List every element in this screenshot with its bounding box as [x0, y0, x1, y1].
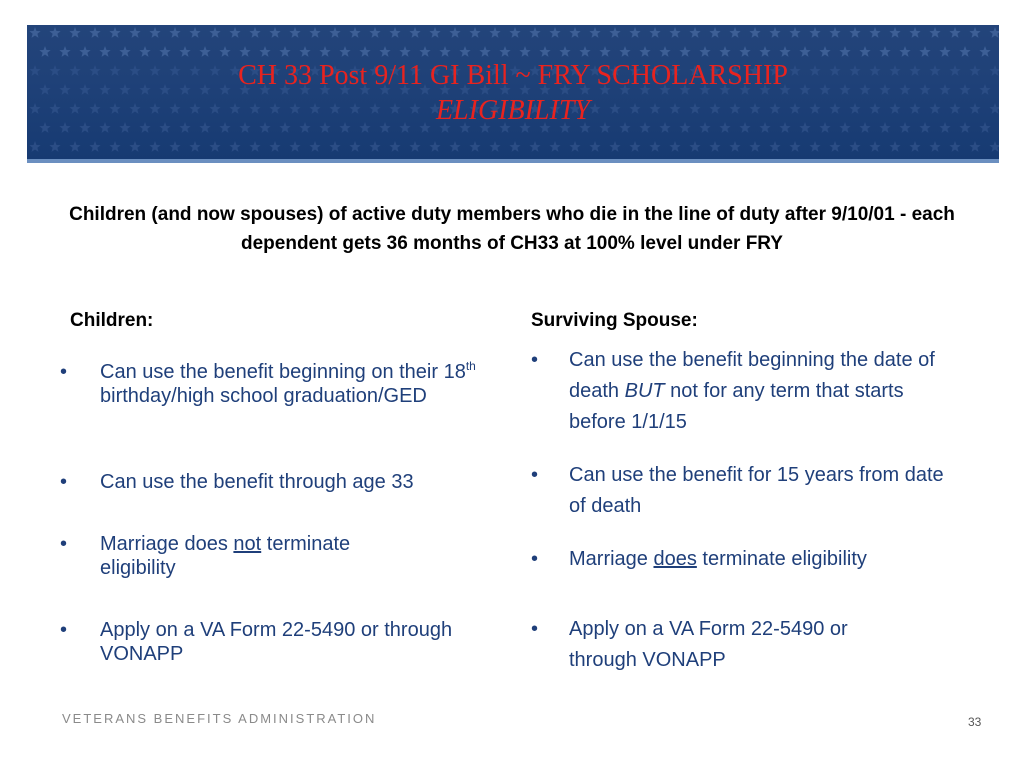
decor-star: [599, 46, 610, 57]
decor-star: [119, 46, 130, 57]
decor-star: [889, 141, 900, 152]
decor-star: [929, 141, 940, 152]
decor-star: [949, 27, 960, 38]
decor-star: [909, 141, 920, 152]
decor-star: [619, 46, 630, 57]
decor-star: [969, 141, 980, 152]
decor-star: [279, 46, 290, 57]
decor-star: [99, 46, 110, 57]
decor-star: [579, 46, 590, 57]
decor-star: [229, 27, 240, 38]
bullet-dot: •: [531, 464, 539, 486]
decor-star: [979, 46, 990, 57]
decor-star: [79, 46, 90, 57]
star-pattern: [27, 25, 999, 163]
decor-star: [339, 46, 350, 57]
decor-star: [49, 27, 60, 38]
decor-star: [469, 141, 480, 152]
decor-star: [859, 46, 870, 57]
decor-star: [429, 141, 440, 152]
decor-star: [789, 27, 800, 38]
decor-star: [729, 27, 740, 38]
bullet-dot: •: [531, 548, 539, 570]
decor-star: [49, 141, 60, 152]
bullet-dot: •: [60, 533, 68, 555]
decor-star: [939, 46, 950, 57]
decor-star: [109, 27, 120, 38]
decor-star: [509, 141, 520, 152]
decor-star: [289, 141, 300, 152]
decor-star: [709, 141, 720, 152]
decor-star: [829, 141, 840, 152]
decor-star: [299, 46, 310, 57]
decor-star: [149, 27, 160, 38]
decor-star: [69, 141, 80, 152]
decor-star: [949, 141, 960, 152]
decor-star: [489, 141, 500, 152]
decor-star: [819, 46, 830, 57]
decor-star: [389, 141, 400, 152]
decor-star: [249, 27, 260, 38]
decor-star: [509, 27, 520, 38]
decor-star: [649, 141, 660, 152]
decor-star: [69, 27, 80, 38]
bullet-text: Apply on a VA Form 22-5490 or through VONAPP: [569, 618, 848, 671]
decor-star: [769, 27, 780, 38]
decor-star: [209, 27, 220, 38]
decor-star: [519, 46, 530, 57]
bullet-text: Can use the benefit beginning the date of death BUT not for any term that starts before 1/1/15: [569, 349, 935, 433]
decor-star: [829, 27, 840, 38]
decor-star: [869, 27, 880, 38]
decor-star: [629, 141, 640, 152]
decor-star: [969, 27, 980, 38]
decor-star: [639, 46, 650, 57]
decor-star: [29, 27, 40, 38]
decor-star: [139, 46, 150, 57]
decor-star: [549, 27, 560, 38]
decor-star: [569, 27, 580, 38]
decor-star: [169, 27, 180, 38]
decor-star: [749, 141, 760, 152]
decor-star: [259, 46, 270, 57]
bullet-dot: •: [531, 618, 539, 640]
decor-star: [699, 46, 710, 57]
decor-star: [989, 27, 999, 38]
decor-star: [589, 27, 600, 38]
bullet-dot: •: [60, 471, 68, 493]
decor-star: [849, 141, 860, 152]
decor-star: [539, 46, 550, 57]
decor-star: [889, 27, 900, 38]
decor-star: [839, 46, 850, 57]
spouse-heading: Surviving Spouse:: [531, 310, 698, 331]
bullet-dot: •: [531, 349, 539, 371]
bullet-text: Can use the benefit for 15 years from date of death: [569, 464, 944, 517]
decor-star: [789, 141, 800, 152]
decor-star: [899, 46, 910, 57]
decor-star: [349, 27, 360, 38]
decor-star: [459, 46, 470, 57]
decor-star: [129, 27, 140, 38]
decor-star: [389, 27, 400, 38]
decor-star: [409, 27, 420, 38]
bullet-text: Marriage does terminate eligibility: [569, 548, 867, 570]
decor-star: [89, 141, 100, 152]
decor-star: [809, 141, 820, 152]
bullet-dot: •: [60, 361, 68, 383]
decor-star: [219, 46, 230, 57]
decor-star: [769, 141, 780, 152]
decor-star: [359, 46, 370, 57]
decor-star: [369, 27, 380, 38]
decor-star: [489, 27, 500, 38]
decor-star: [409, 141, 420, 152]
decor-star: [189, 141, 200, 152]
decor-star: [29, 141, 40, 152]
decor-star: [269, 141, 280, 152]
decor-star: [909, 27, 920, 38]
decor-star: [39, 46, 50, 57]
decor-star: [879, 46, 890, 57]
decor-star: [319, 46, 330, 57]
decor-star: [189, 27, 200, 38]
decor-star: [289, 27, 300, 38]
banner-rule: [27, 159, 999, 163]
decor-star: [239, 46, 250, 57]
decor-star: [249, 141, 260, 152]
decor-star: [529, 27, 540, 38]
decor-star: [429, 27, 440, 38]
decor-star: [129, 141, 140, 152]
title-banner: [27, 25, 999, 163]
decor-star: [449, 27, 460, 38]
bullet-text: Apply on a VA Form 22-5490 or through VONAPP: [100, 619, 453, 665]
decor-star: [589, 141, 600, 152]
decor-star: [929, 27, 940, 38]
decor-star: [729, 141, 740, 152]
decor-star: [659, 46, 670, 57]
decor-star: [739, 46, 750, 57]
decor-star: [629, 27, 640, 38]
decor-star: [779, 46, 790, 57]
decor-star: [109, 141, 120, 152]
decor-star: [609, 27, 620, 38]
page-number: 33: [968, 715, 982, 729]
decor-star: [89, 27, 100, 38]
decor-star: [799, 46, 810, 57]
decor-star: [479, 46, 490, 57]
decor-star: [379, 46, 390, 57]
decor-star: [349, 141, 360, 152]
decor-star: [419, 46, 430, 57]
decor-star: [499, 46, 510, 57]
slide-subtitle: ELIGIBILITY: [435, 95, 590, 126]
decor-star: [449, 141, 460, 152]
footer-org: VETERANS BENEFITS ADMINISTRATION: [62, 711, 377, 726]
decor-star: [749, 27, 760, 38]
intro-text: Children (and now spouses) of active duty members who die in the line of duty after 9/10/01 - each dependent gets 36 months of CH33 at 100% level under FRY: [69, 204, 955, 254]
decor-star: [669, 27, 680, 38]
decor-star: [919, 46, 930, 57]
decor-star: [329, 27, 340, 38]
decor-star: [209, 141, 220, 152]
decor-star: [649, 27, 660, 38]
decor-star: [439, 46, 450, 57]
decor-star: [399, 46, 410, 57]
bullet-text: Marriage does not terminate eligibility: [100, 533, 351, 579]
decor-star: [689, 27, 700, 38]
decor-star: [229, 141, 240, 152]
decor-star: [609, 141, 620, 152]
decor-star: [959, 46, 970, 57]
decor-star: [59, 46, 70, 57]
bullet-text: Can use the benefit beginning on their 18th birthday/high school graduation/GED: [100, 359, 476, 407]
decor-star: [179, 46, 190, 57]
decor-star: [569, 141, 580, 152]
decor-star: [709, 27, 720, 38]
decor-star: [549, 141, 560, 152]
decor-star: [989, 141, 999, 152]
decor-star: [689, 141, 700, 152]
decor-star: [309, 27, 320, 38]
decor-star: [199, 46, 210, 57]
decor-star: [529, 141, 540, 152]
decor-star: [469, 27, 480, 38]
decor-star: [679, 46, 690, 57]
slide-title: CH 33 Post 9/11 GI Bill ~ FRY SCHOLARSHIP: [238, 60, 788, 91]
decor-star: [369, 141, 380, 152]
decor-star: [669, 141, 680, 152]
decor-star: [809, 27, 820, 38]
decor-star: [169, 141, 180, 152]
bullet-dot: •: [60, 619, 68, 641]
children-heading: Children:: [70, 310, 154, 331]
decor-star: [269, 27, 280, 38]
decor-star: [149, 141, 160, 152]
bullet-text: Can use the benefit through age 33: [100, 471, 414, 493]
decor-star: [309, 141, 320, 152]
decor-star: [719, 46, 730, 57]
decor-star: [559, 46, 570, 57]
decor-star: [869, 141, 880, 152]
decor-star: [159, 46, 170, 57]
decor-star: [759, 46, 770, 57]
decor-star: [329, 141, 340, 152]
decor-star: [849, 27, 860, 38]
